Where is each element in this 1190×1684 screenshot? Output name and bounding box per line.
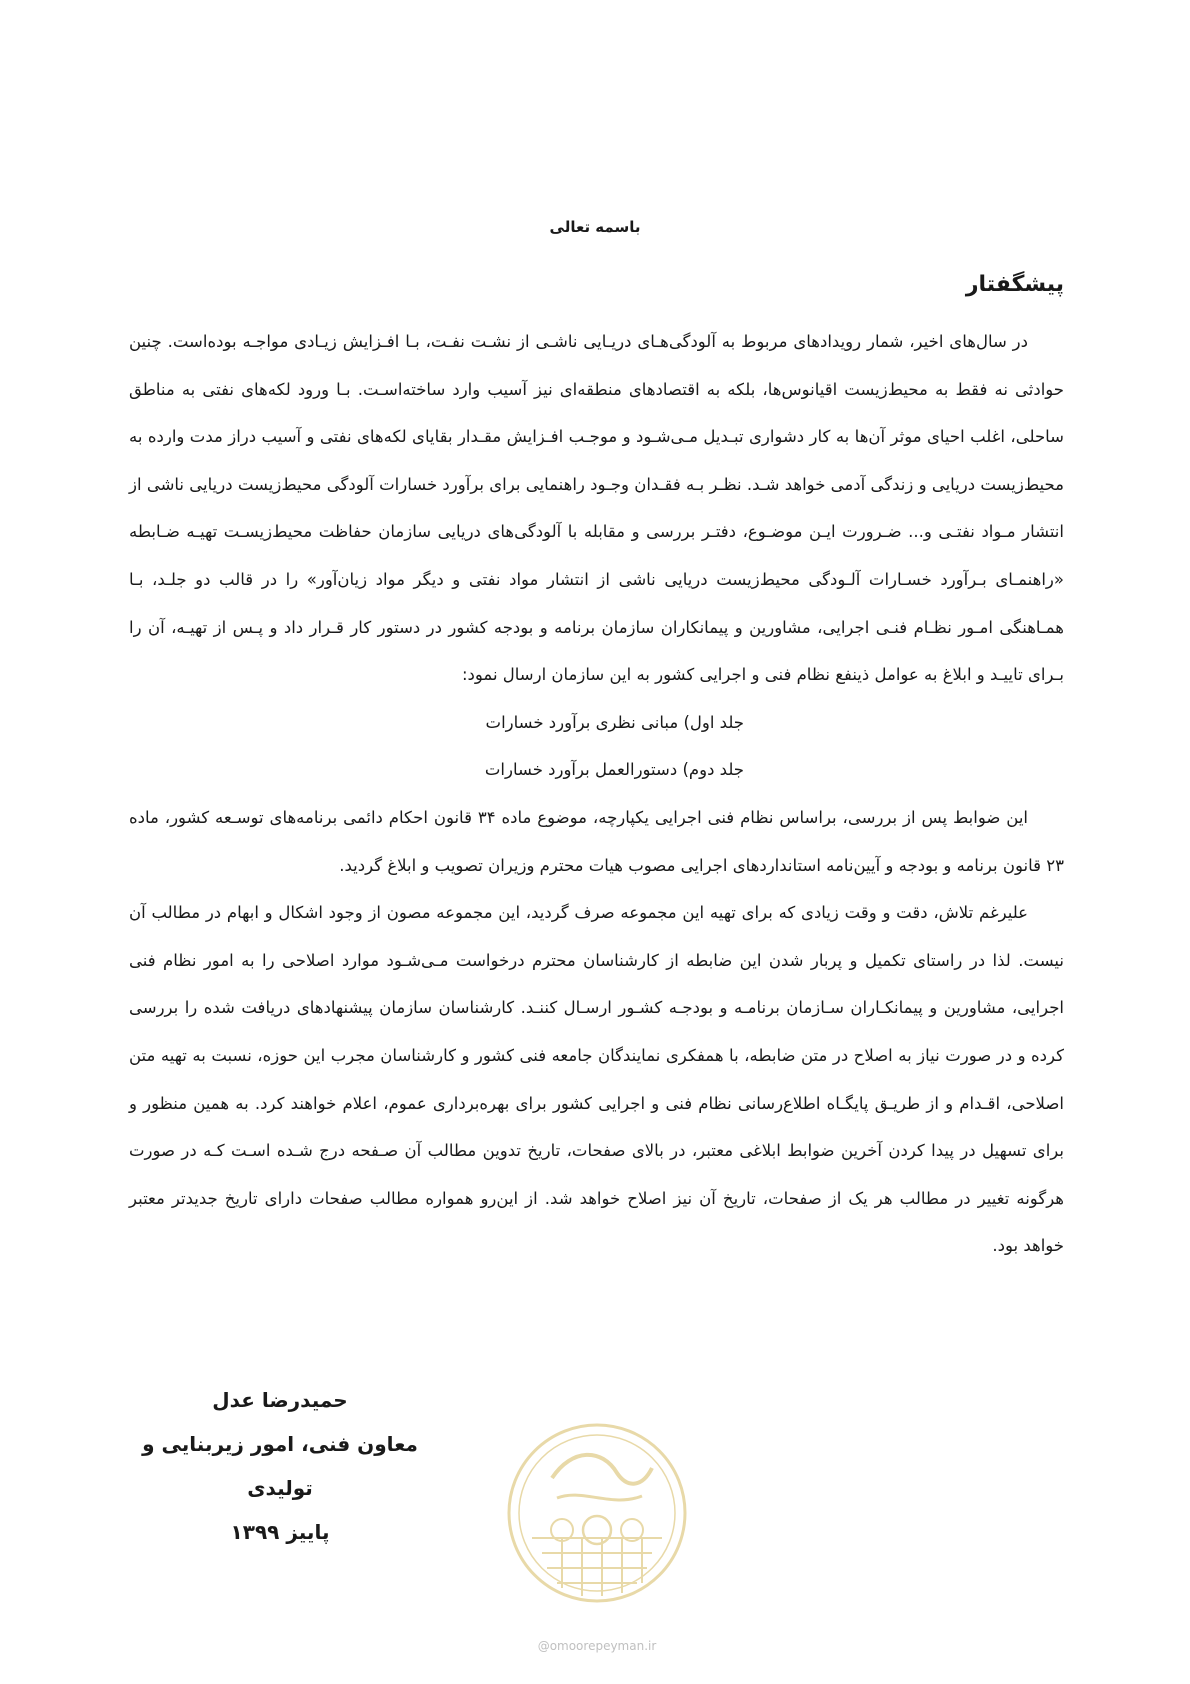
signatory-title: معاون فنی، امور زیربنایی و تولیدی [142,1432,418,1500]
signature-block [110,1378,450,1554]
watermark-site: @omoorepeyman.ir [537,1639,657,1653]
section-heading: پیشگفتار [965,272,1064,297]
watermark-logo-icon [502,1418,692,1608]
preface-body [129,318,1064,1270]
signatory-name: حمیدرضا عدل [212,1388,348,1412]
basmala: باسمه تعالی [549,218,641,236]
paragraph-2: این ضوابط پس از بررسی، براساس نظام فنی اجرایی یکپارچه، موضوع ماده ۳۴ قانون احکام دائمی برنامه‌های توسـعه کشور، ماده ۲۳ قانون برنامه و بودجه و آیین‌نامه استانداردهای اجرایی مصوب هیات محترم وزیران تصویب و ابلاغ گردید. [129,807,1064,875]
volume-1-item: جلد اول) مبانی نظری برآورد خسارات [485,712,744,732]
paragraph-1: در سال‌های اخیر، شمار رویدادهای مربوط به آلودگی‌هـای دریـایی ناشـی از نشـت نفـت، بـا افـزایش زیـادی مواجـه بوده‌است. چنین حوادثی نه فقط به محیط‌زیست اقیانوس‌ها، بلکه به اقتصادهای منطقه‌ای نیز آسیب وارد ساخته‌اسـت. بـا ورود لکه‌های نفتی به مناطق ساحلی، اغلب احیای موثر آن‌ها به کار دشواری تبـدیل مـی‌شـود و موجـب افـزایش مقـدار بقایای لکه‌های نفتی و آسیب دراز مدت وارده به محیط‌زیست دریایی و زندگی آدمی خواهد شـد. نظـر بـه فقـدان وجـود راهنمایی برای برآورد خسارات آلودگی محیط‌زیست دریایی ناشی از انتشار مـواد نفتـی و... ضـرورت ایـن موضـوع، دفتـر بررسی و مقابله با آلودگی‌های دریایی سازمان حفاظت محیط‌زیسـت تهیـه ضـابطه «راهنمـای بـرآورد خسـارات آلـودگی محیط‌زیست دریایی ناشی از انتشار مواد نفتی و دیگر مواد زیان‌آور» را در قالب دو جلـد، بـا همـاهنگی امـور نظـام فنـی اجرایی، مشاورین و پیمانکاران سازمان برنامه و بودجه کشور در دستور کار قـرار داد و پـس از تهیـه، آن را بـرای تاییـد و ابلاغ به عوامل ذینفع نظام فنی و اجرایی کشور به این سازمان ارسال نمود: [129,332,1064,685]
volume-2-item: جلد دوم) دستورالعمل برآورد خسارات [484,760,744,780]
paragraph-3: علیرغم تلاش، دقت و وقت زیادی که برای تهیه این مجموعه صرف گردید، این مجموعه مصون از وجود اشکال و ابهام در مطالب آن نیست. لذا در راستای تکمیل و پربار شدن این ضابطه از کارشناسان محترم درخواست مـی‌شـود موارد اصلاحی را به امور نظام فنی اجرایی، مشاورین و پیمانکـاران سـازمان برنامـه و بودجـه کشـور ارسـال کننـد. کارشناسان سازمان پیشنهادهای دریافت شده را بررسی کرده و در صورت نیاز به اصلاح در متن ضابطه، با همفکری نمایندگان جامعه فنی کشور و کارشناسان مجرب این حوزه، نسبت به تهیه متن اصلاحی، اقـدام و از طریـق پایگـاه اطلاع‌رسانی نظام فنی و اجرایی کشور برای بهره‌برداری عموم، اعلام خواهند کرد. به همین منظور و برای تسهیل در پیدا کردن آخرین ضوابط ابلاغی معتبر، در بالای صفحات، تاریخ تدوین مطالب آن صـفحه درج شـده اسـت کـه در صورت هرگونه تغییر در مطالب هر یک از صفحات، تاریخ آن نیز اصلاح خواهد شد. از این‌رو همواره مطالب صفحات دارای تاریخ جدیدتر معتبر خواهد بود. [129,903,1064,1256]
signature-date: پاییز ۱۳۹۹ [230,1520,330,1544]
